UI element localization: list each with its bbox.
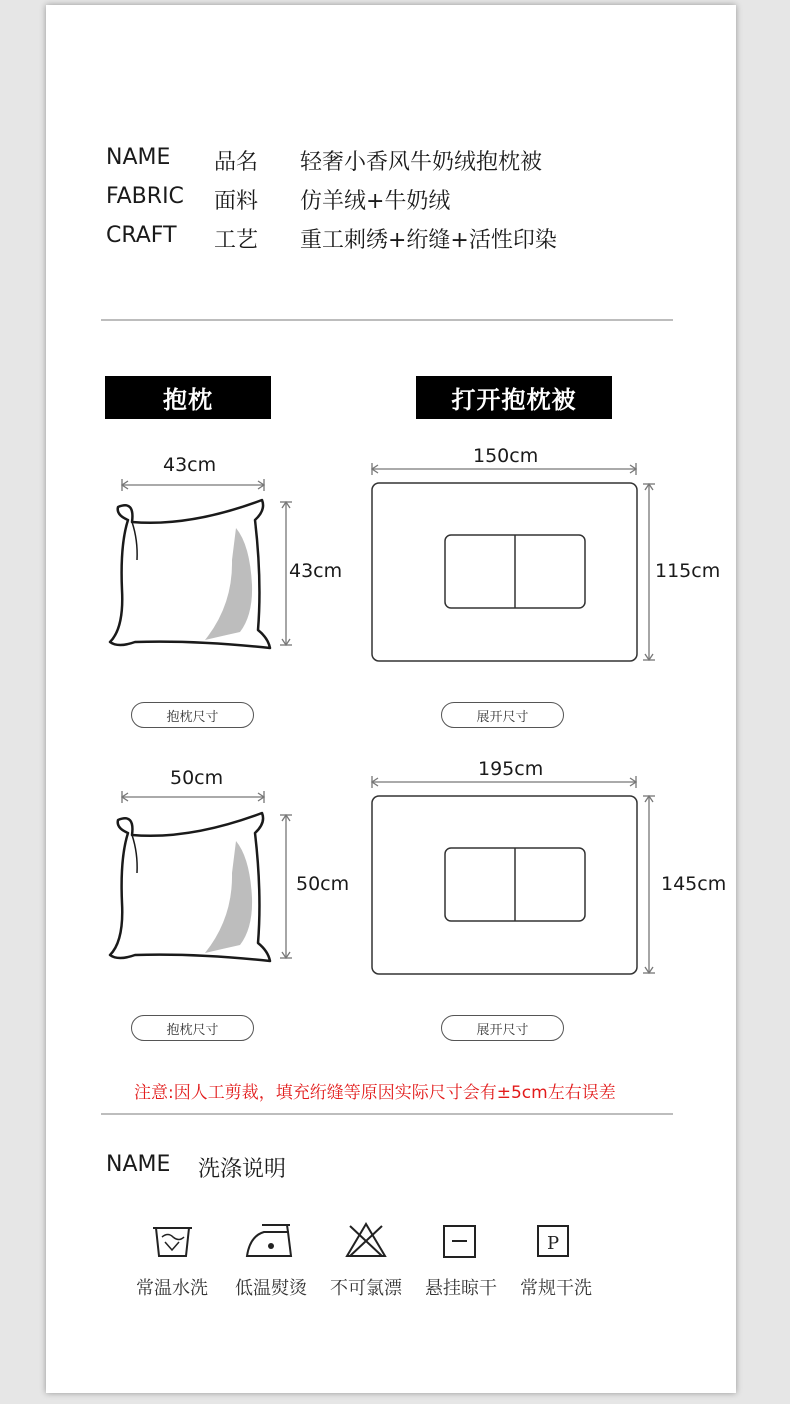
quilt-height-label: 115cm [655, 560, 721, 582]
quilt-width-label: 195cm [478, 758, 544, 780]
quilt-size-tag: 展开尺寸 [441, 1015, 564, 1041]
pillow-size-tag: 抱枕尺寸 [131, 1015, 254, 1041]
quilt-size-tag: 展开尺寸 [441, 702, 564, 728]
spec-en-label: FABRIC [106, 184, 184, 209]
spec-zh-label: 品名 [214, 150, 259, 175]
header-opened: 打开抱枕被 [416, 376, 612, 419]
pillow-width-label: 50cm [170, 767, 224, 789]
care-label: 常温水洗 [136, 1278, 208, 1299]
dry-clean-icon [538, 1226, 568, 1256]
pillow-size-tag: 抱枕尺寸 [131, 702, 254, 728]
header-pillow: 抱枕 [105, 376, 271, 419]
hang-dry-icon [444, 1226, 475, 1257]
spec-value: 轻奢小香风牛奶绒抱枕被 [300, 150, 543, 175]
spec-zh-label: 面料 [214, 189, 259, 214]
wash-title: 洗涤说明 [198, 1157, 287, 1182]
care-label: 不可氯漂 [330, 1278, 402, 1299]
size-tolerance-note: 注意:因人工剪裁，填充绗缝等原因实际尺寸会有±5cm左右误差 [134, 1083, 616, 1103]
svg-text:P: P [546, 1233, 560, 1254]
quilt-width-label: 150cm [473, 445, 539, 467]
pillow-height-label: 50cm [296, 873, 350, 895]
wash-tub-icon [153, 1228, 192, 1256]
spec-en-label: NAME [106, 145, 171, 170]
care-label: 常规干洗 [520, 1278, 592, 1299]
pillow-height-label: 43cm [289, 560, 343, 582]
pillow-width-label: 43cm [163, 454, 217, 476]
care-label: 悬挂晾干 [425, 1278, 497, 1299]
no-bleach-icon [347, 1224, 385, 1256]
quilt-height-label: 145cm [661, 873, 727, 895]
care-label: 低温熨烫 [235, 1278, 307, 1299]
spec-en-label: CRAFT [106, 223, 177, 248]
spec-zh-label: 工艺 [214, 228, 259, 253]
iron-icon [247, 1225, 291, 1256]
wash-en-label: NAME [106, 1152, 171, 1177]
spec-value: 重工刺绣+绗缝+活性印染 [300, 228, 557, 253]
spec-value: 仿羊绒+牛奶绒 [300, 189, 451, 214]
